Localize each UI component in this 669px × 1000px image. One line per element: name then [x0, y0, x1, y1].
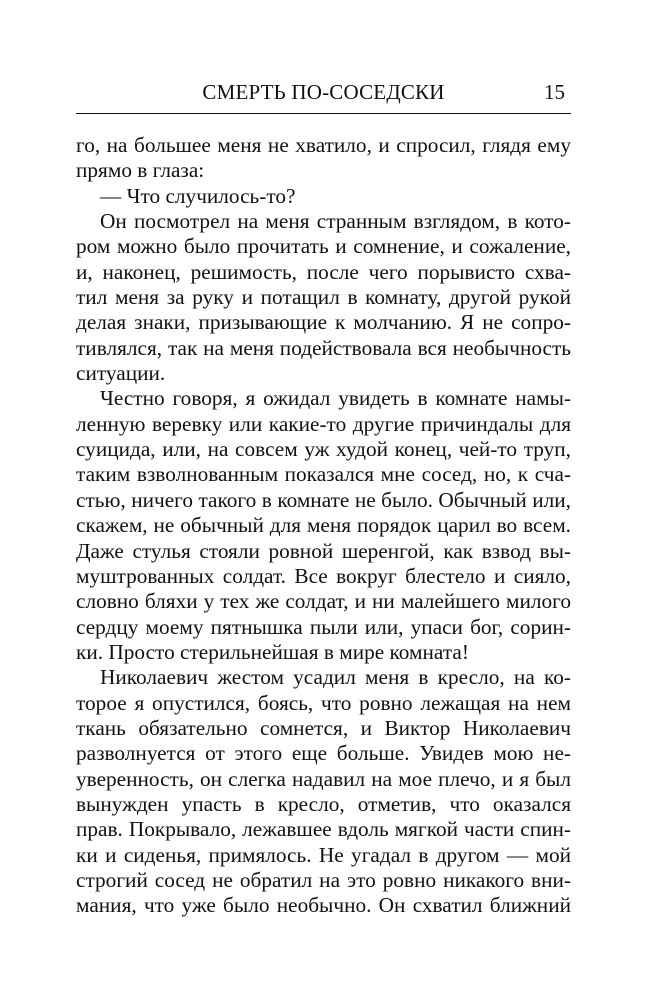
- text-line: ки. Просто стерильнейшая в мире комната!: [76, 639, 469, 664]
- text-line: Николаевич жестом усадил меня в кресло, на ко-: [100, 665, 571, 690]
- text-line: го, на большее меня не хватило, и спросил, глядя ему: [76, 133, 571, 157]
- text-line: мания, что уже было необычно. Он схватил ближний: [76, 893, 571, 918]
- text-line: Даже стулья стояли ровной шеренгой, как взвод вы-: [76, 538, 571, 563]
- text-line: торое я опустился, боясь, что ровно лежащая на нем: [76, 690, 571, 715]
- text-line: тивлялся, так на меня подействовала вся необычность: [76, 335, 571, 360]
- text-line: ситуации.: [76, 361, 166, 386]
- text-line: тил меня за руку и потащил в комнату, другой рукой: [76, 285, 571, 310]
- text-line: ткань обязательно сомнется, и Виктор Николаевич: [76, 715, 571, 740]
- text-line: сердцу моему пятнышка пыли или, упаси бог, сорин-: [76, 614, 571, 639]
- chapter-title: СМЕРТЬ ПО-СОСЕДСКИ: [202, 80, 445, 104]
- running-head: [76, 74, 571, 114]
- text-line: таким взволнованным показался мне сосед, но, к сча-: [76, 462, 571, 487]
- body-text: [76, 133, 571, 919]
- text-line: прямо в глаза:: [76, 158, 205, 183]
- text-line: ленную веревку или какие-то другие причиндалы для: [76, 411, 571, 436]
- text-line: словно бляхи у тех же солдат, и ни малейшего милого: [76, 589, 571, 614]
- text-line: прав. Покрывало, лежавшее вдоль мягкой части спин-: [76, 817, 571, 842]
- text-line: стью, ничего такого в комнате не было. Обычный или,: [76, 487, 571, 512]
- text-line: строгий сосед не обратил на это ровно никакого вни-: [76, 867, 571, 892]
- text-line: ром можно было прочитать и сомнение, и сожаление,: [76, 234, 571, 259]
- header-rule: [76, 113, 571, 114]
- text-line: Он посмотрел на меня странным взглядом, в кото-: [100, 209, 571, 234]
- text-line: и, наконец, решимость, после чего порывисто схва-: [76, 259, 571, 284]
- text-line: суицида, или, на совсем уж худой конец, чей-то труп,: [76, 437, 571, 462]
- text-line: муштрованных солдат. Все вокруг блестело и сияло,: [76, 563, 571, 588]
- text-line: скажем, не обычный для меня порядок царил во всем.: [76, 513, 571, 538]
- text-line: ки и сиденья, примялось. Не угадал в другом — мой: [76, 842, 571, 867]
- text-line: делая знаки, призывающие к молчанию. Я не сопро-: [76, 310, 571, 335]
- page-number: 15: [544, 80, 565, 104]
- text-line: разволнуется от этого еще больше. Увидев мою не-: [76, 741, 571, 766]
- text-line: вынужден упасть в кресло, отметив, что оказался: [76, 791, 571, 816]
- text-line: уверенность, он слегка надавил на мое плечо, и я был: [76, 766, 571, 791]
- text-line: — Что случилось-то?: [100, 183, 296, 208]
- text-line: Честно говоря, я ожидал увидеть в комнате намы-: [100, 386, 571, 411]
